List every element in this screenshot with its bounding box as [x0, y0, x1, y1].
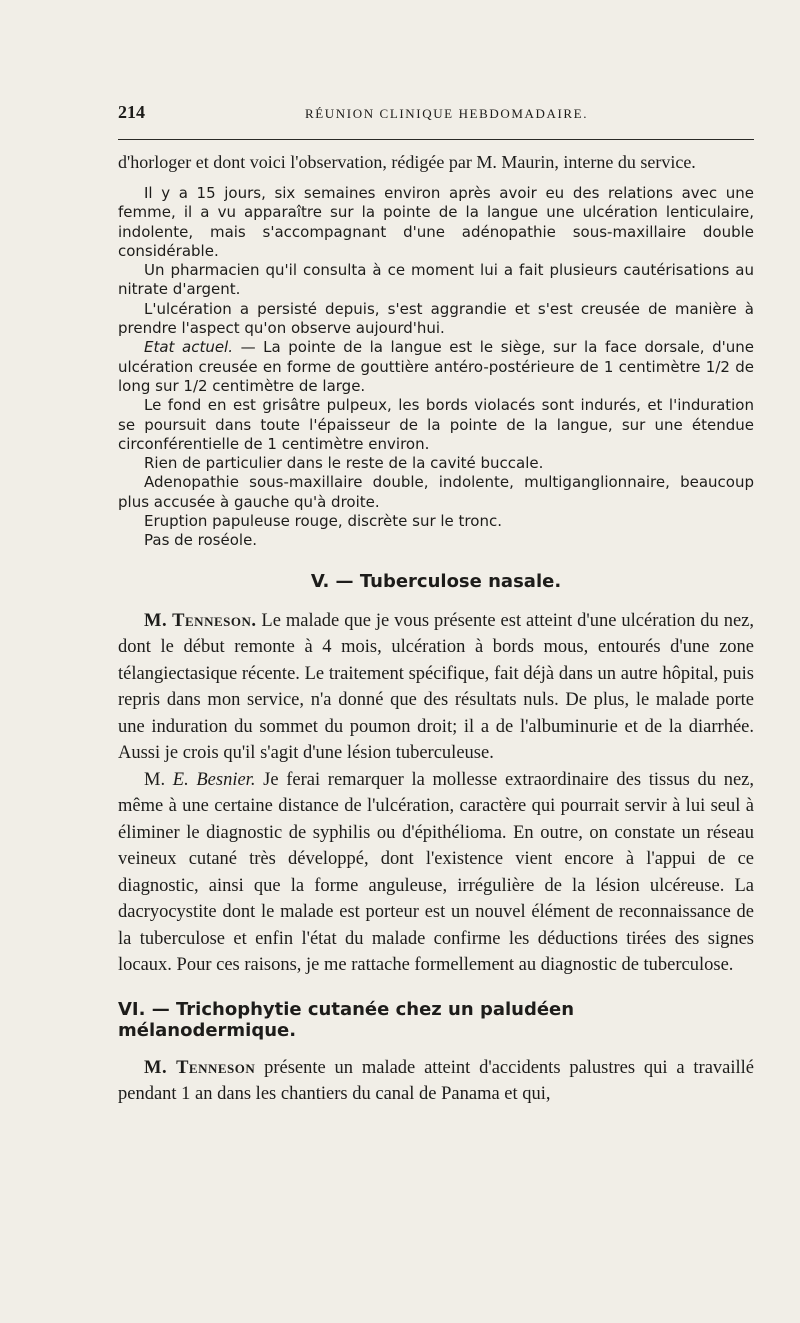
running-title: RÉUNION CLINIQUE HEBDOMADAIRE.: [305, 106, 589, 121]
tenneson-text: Le malade que je vous présente est atteint d'une ulcération du nez, dont le début remonte à 4 mois, ulcération à bords mous, entourés d'une zone télangiectasique récente. Le traitement spécifique, fait déjà dans un autre hôpital, puis repris dans mon service, n'a donné que des résultats nuls. De plus, le malade porte une induration du sommet du poumon droit; il a de l'albuminurie et de la diarrhée. Aussi je crois qu'il s'agit d'une lésion tuberculeuse.: [118, 610, 754, 764]
observation-block: [118, 184, 754, 551]
tenneson-paragraph: [118, 608, 754, 767]
etat-actuel-text: — La pointe de la langue est le siège, sur la face dorsale, d'une ulcération creusée en forme de gouttière antéro-postérieure de 1 centimètre 1/2 de long sur 1/2 centimètre de large.: [118, 338, 754, 395]
book-page: [118, 96, 755, 1105]
observation-paragraph: L'ulcération a persisté depuis, s'est aggrandie et s'est creusée de manière à prendre l'aspect qu'on observe aujourd'hui.: [118, 299, 754, 338]
page-body: [118, 150, 754, 1108]
observation-paragraph: Le fond en est grisâtre pulpeux, les bords violacés sont indurés, et l'induration se poursuit dans toute l'épaisseur de la pointe de la langue, sur une étendue circonférentielle de 1 centimètre environ.: [118, 396, 754, 453]
besnier-paragraph: [118, 767, 754, 979]
section-6-heading: VI. — Trichophytie cutanée chez un paludéen mélanodermique.: [118, 998, 575, 1041]
header-rule: [118, 139, 754, 140]
observation-paragraph: Eruption papuleuse rouge, discrète sur le tronc.: [144, 512, 502, 531]
etat-actuel-paragraph: [118, 338, 754, 396]
besnier-text: Je ferai remarquer la mollesse extraordinaire des tissus du nez, même à une certaine distance de l'ulcération, caractère qui pourrait servir à lui seul à éliminer le diagnostic de syphilis ou d'épithélioma. En outre, on constate un réseau veineux cutané très développé, dont l'existence vient encore à l'appui de ce diagnostic, ainsi que la forme anguleuse, irrégulière de la lésion ulcéreuse. La dacryocystite dont le malade est porteur est un nouvel élément de reconnaissance de la tuberculose et enfin l'état du malade confirme les déductions tirées des signes locaux. Pour ces raisons, je me rattache formellement au diagnostic de tuberculose.: [118, 769, 755, 976]
section-6-text: présente un malade atteint d'accidents palustres qui a travaillé pendant 1 an dans les chantiers du canal de Panama et qui,: [118, 1057, 754, 1105]
page-header: [118, 96, 754, 130]
speaker-besnier: E. Besnier.: [172, 769, 256, 790]
section-5-heading: V. — Tuberculose nasale.: [310, 570, 562, 592]
etat-actuel-label: Etat actuel.: [144, 338, 233, 357]
observation-paragraph: Pas de roséole.: [144, 531, 258, 550]
observation-paragraph: Adenopathie sous-maxillaire double, indolente, multiganglionnaire, beaucoup plus accusée à gauche qu'à droite.: [118, 473, 754, 511]
observation-paragraph: Rien de particulier dans le reste de la cavité buccale.: [144, 454, 544, 473]
speaker-tenneson: M. Tenneson.: [144, 610, 257, 631]
besnier-prefix: M.: [144, 769, 173, 790]
observation-paragraph: Il y a 15 jours, six semaines environ après avoir eu des relations avec une femme, il a vu apparaître sur la pointe de la langue une ulcération lenticulaire, indolente, mais s'accompagnant d'une adénopathie sous-maxillaire double considérable.: [118, 184, 754, 260]
section-6-paragraph: [118, 1055, 754, 1108]
speaker-tenneson-2: M. Tenneson: [144, 1057, 256, 1078]
intro-paragraph: d'horloger et dont voici l'observation, rédigée par M. Maurin, interne du service.: [118, 152, 696, 172]
observation-paragraph: Un pharmacien qu'il consulta à ce moment lui a fait plusieurs cautérisations au nitrate d'argent.: [118, 261, 754, 299]
page-number: 214: [118, 102, 145, 122]
